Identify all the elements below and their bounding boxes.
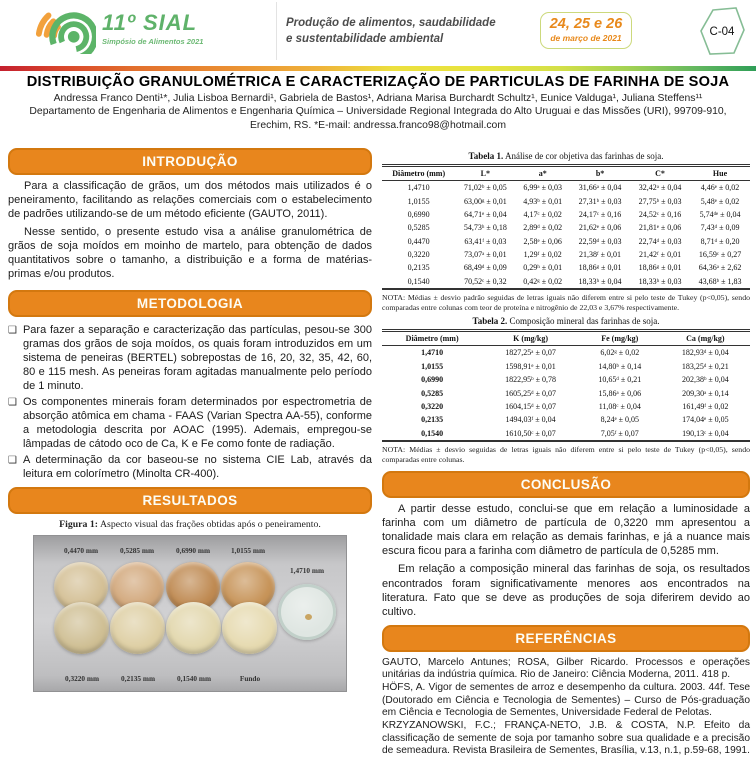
table-cell: 0,6990	[421, 375, 444, 385]
methodology-bullet	[8, 395, 372, 451]
table-cell: 71,02ᵇ ± 0,05	[463, 183, 507, 193]
table-cell: 0,42ᵍ ± 0,02	[523, 276, 563, 286]
table-cell: 21,42ᶠ ± 0,01	[639, 250, 682, 260]
petri-dish	[110, 602, 165, 654]
table-row	[382, 413, 750, 426]
table-row	[382, 373, 750, 386]
table-cell: 68,49ᵈ ± 0,09	[463, 263, 507, 273]
table-cell: 70,52ᶜ ± 0,32	[464, 276, 507, 286]
table-cell: 8,71ᵈ ± 0,20	[700, 236, 740, 246]
poster-code-hexagon	[698, 6, 746, 58]
section-header-introducao	[8, 148, 372, 175]
table-row	[382, 194, 750, 207]
section-header-conclusao	[382, 471, 750, 498]
dish-label: 0,5285 mm	[119, 546, 155, 556]
table-cell: 2,89ᵈ ± 0,02	[523, 223, 563, 233]
table-cell: 0,3220	[421, 401, 444, 411]
table-cell: 0,2135	[421, 415, 444, 425]
table-row	[382, 261, 750, 274]
dish-label: 1,4710 mm	[289, 566, 325, 576]
date-days: 24, 25 e 26	[549, 16, 623, 32]
table-cell: 0,4470	[407, 236, 430, 246]
table-cell: 64,71ᵉ ± 0,04	[464, 209, 507, 219]
table-cell: 21,81ᵉ ± 0,06	[638, 223, 682, 233]
table-cell: 14,80ᵇ ± 0,14	[598, 361, 642, 371]
bullet-text: A determinação da cor baseou-se no sistema CIE Lab, através da leitura em colorímetro (Minolta CR-400).	[22, 454, 372, 481]
petri-dish	[166, 602, 221, 654]
table-cell: 22,59ᵈ ± 0,03	[578, 236, 622, 246]
table-row	[382, 181, 750, 195]
table-cell: 1494,03ᶠ ± 0,04	[505, 415, 556, 425]
bullet-text: Para fazer a separação e caracterização das partículas, pesou-se 300 gramas dos grãos de soja moídos, os quais foram introduzidos em um sistema de peneiras (BERTEL) sobrepostas de 16, 20, 32, 35, 42, 60, 80 e 115 mesh. As peneiras foram agitadas manualmente pelo período de 1 minuto.	[22, 323, 372, 392]
table-cell: 18,86ᵍ ± 0,01	[638, 263, 682, 273]
table-cell: 0,3220	[407, 250, 430, 260]
authors-line: Andressa Franco Denti¹*, Julia Lisboa Bernardi¹, Gabriela de Bastos¹, Adriana Marisa Burchardt Schultz¹, Eunice Valduga¹, Juliana Steffens¹¹	[53, 93, 703, 104]
petri-dish	[222, 602, 277, 654]
table-cell: 5,48ᵉ ± 0,02	[700, 196, 740, 206]
table-cell: 209,30ᵃ ± 0,14	[682, 388, 729, 398]
figure1-photo	[34, 536, 346, 691]
table-cell: 1,4710	[421, 348, 444, 358]
section-heading-label: RESULTADOS	[142, 493, 238, 509]
table-cell: 0,5285	[421, 388, 444, 398]
table-cell: 4,93ᵇ ± 0,01	[523, 196, 563, 206]
table-cell: K (mg/kg)	[482, 331, 579, 346]
table-cell: 6,99ᵃ ± 0,03	[523, 183, 562, 193]
date-badge	[540, 12, 632, 49]
section-header-resultados	[8, 487, 372, 514]
table2-note: NOTA: Médias ± desvio seguidas de letras iguais não diferem entre si pelo teste de Tukey (p<0,05), sendo comparadas entre colunas.	[382, 444, 750, 464]
dish-label: 0,3220 mm	[64, 674, 100, 684]
rainbow-stripe	[0, 66, 756, 71]
introducao-paragraph-1: Para a classificação de grãos, um dos métodos mais utilizados é o peneiramento, facilitando as relações comerciais com o estabelecimento de padrões utilizando-se de um método eficiente (GAUTO, 2011).	[8, 180, 372, 221]
table-cell: 4,17ᶜ ± 0,02	[523, 209, 562, 219]
table-cell: 1,0155	[407, 196, 430, 206]
table-row	[382, 427, 750, 441]
dish-label: 0,4470 mm	[63, 546, 99, 556]
logo-subtitle: Simpósio de Alimentos 2021	[102, 37, 204, 46]
table1-header-row	[382, 166, 750, 181]
dish-label: 1,0155 mm	[230, 546, 266, 556]
table-row	[382, 275, 750, 289]
table2-caption-text: Composição mineral das farinhas de soja.	[509, 316, 660, 327]
table-cell: a*	[515, 166, 570, 181]
table1	[382, 164, 750, 290]
dish-label: Fundo	[239, 674, 261, 684]
table-cell: 183,25ᵈ ± 0,21	[681, 361, 729, 371]
figure1-caption	[8, 519, 372, 530]
table-row	[382, 360, 750, 373]
table-cell: 18,86ᵍ ± 0,01	[578, 263, 622, 273]
petri-dish-empty	[278, 584, 336, 640]
table1-caption	[382, 151, 750, 161]
table-cell: 6,02ᵍ ± 0,02	[600, 348, 640, 358]
table-cell: b*	[570, 166, 630, 181]
table-cell: 0,1540	[421, 428, 444, 438]
date-month-year: de março de 2021	[550, 33, 622, 44]
header-divider	[276, 2, 277, 60]
dish-label: 0,6990 mm	[175, 546, 211, 556]
table-row	[382, 235, 750, 248]
figure1-caption-text: Aspecto visual das frações obtidas após o peneiramento.	[99, 519, 321, 531]
sial-logo-icon	[34, 4, 96, 54]
table-cell: 31,66ᵃ ± 0,04	[578, 183, 622, 193]
table-row	[382, 208, 750, 221]
table-cell: 1610,50ᶜ ± 0,07	[505, 428, 556, 438]
poster-code: C-04	[709, 26, 735, 38]
table-cell: 54,73ʰ ± 0,18	[463, 223, 507, 233]
table-cell: 202,38ᵇ ± 0,04	[681, 375, 729, 385]
table-cell: 24,17ᶜ ± 0,16	[578, 209, 622, 219]
slogan-line-2: e sustentabilidade ambiental	[286, 32, 444, 45]
table-cell: 5,74ᵈᵉ ± 0,04	[699, 209, 741, 219]
table1-caption-label: Tabela 1.	[468, 151, 504, 161]
table-cell: 21,62ᵉ ± 0,06	[578, 223, 622, 233]
section-header-metodologia	[8, 290, 372, 317]
table-row	[382, 221, 750, 234]
poster-title: DISTRIBUIÇÃO GRANULOMÉTRICA E CARACTERIZAÇÃO DE PARTICULAS DE FARINHA DE SOJA	[26, 74, 730, 90]
table1-caption-text: Análise de cor objetiva das farinhas de soja.	[505, 151, 664, 161]
logo-title: 11º SIAL	[102, 10, 198, 35]
table-cell: 1604,15ᵈ ± 0,07	[505, 401, 556, 411]
checkbox-bullet-icon: ❑	[8, 396, 17, 408]
sial-logo	[34, 4, 203, 54]
table-cell: 27,75ᵇ ± 0,03	[638, 196, 682, 206]
metodologia-list	[8, 323, 372, 482]
table-cell: 8,24ᵉ ± 0,05	[600, 415, 640, 425]
checkbox-bullet-icon: ❑	[8, 455, 17, 467]
table-cell: 174,04ᵉ ± 0,05	[682, 415, 729, 425]
table-cell: Fe (mg/kg)	[579, 331, 661, 346]
methodology-bullet	[8, 453, 372, 481]
table-cell: 63,41ᶠ ± 0,03	[464, 236, 507, 246]
table-cell: 63,00ᵍ ± 0,01	[463, 196, 507, 206]
section-header-referencias	[382, 625, 750, 652]
affiliation-line: Departamento de Engenharia de Alimentos e Engenharia Química – Universidade Regional Integrada do Alto Uruguai e das Missões (URI), 99709-910, Erechim, RS. *E-mail: andressa.franco98@hotmail.com	[29, 106, 727, 131]
table2-header-row	[382, 331, 750, 346]
table-cell: Diâmetro (mm)	[382, 331, 482, 346]
table-cell: 15,86ᵃ ± 0,06	[598, 388, 642, 398]
table-cell: 1605,25ᵈ ± 0,07	[505, 388, 556, 398]
table-cell: L*	[455, 166, 515, 181]
left-column	[8, 148, 372, 756]
table-cell: 18,33ʰ ± 0,03	[638, 276, 682, 286]
event-slogan	[286, 16, 496, 47]
table-cell: 24,52ᶜ ± 0,16	[638, 209, 682, 219]
table-cell: 0,6990	[407, 209, 430, 219]
dish-label: 0,1540 mm	[176, 674, 212, 684]
table-cell: 22,74ᵈ ± 0,03	[638, 236, 682, 246]
checkbox-bullet-icon: ❑	[8, 324, 17, 336]
table2	[382, 329, 750, 442]
table-cell: 73,07ᵃ ± 0,01	[464, 250, 507, 260]
bullet-text: Os componentes minerais foram determinados por espectrometria de absorção atômica em chama - FAAS (Varian Spectra AA-55), conforme a metodologia descrita por AOAC (1995). Ademais, empregou-se lâmpadas de cátodo oco de Ca, K e Fe como fonte de radiação.	[22, 395, 372, 451]
table1-note: NOTA: Médias ± desvio padrão seguidas de letras iguais não diferem entre si pelo teste de Tukey (p<0,05), sendo comparadas entre colunas com teor de proteína e nitrogênio de 22,03 e 3,67% respectivamente.	[382, 293, 750, 313]
figure1-caption-label: Figura 1:	[59, 519, 99, 531]
table-cell: 7,43ᵈ ± 0,09	[700, 223, 740, 233]
table-cell: 27,31ᵇ ± 0,03	[578, 196, 622, 206]
sample-speck	[305, 614, 312, 620]
reference-item: KRZYZANOWSKI, F.C.; FRANÇA-NETO, J.B. & COSTA, N.P. Efeito da classificação de semente de soja por tamanho sobre sua qualidade e a precisão de semeadura. Revista Brasileira de Sementes, Brasília, v.13, n.1, p.59-68, 1991.	[382, 719, 750, 757]
logo-text	[102, 12, 203, 46]
table-cell: Diâmetro (mm)	[382, 166, 455, 181]
table-cell: 0,2135	[407, 263, 430, 273]
table-cell: Hue	[690, 166, 750, 181]
petri-dish	[54, 602, 109, 654]
introducao-paragraph-2: Nesse sentido, o presente estudo visa a análise granulométrica de grãos de soja moídos em moinho de martelo, para obtenção de dados quantitativos sobre o tamanho, a distribuição e a forma de matérias-primas e/ou produtos.	[8, 226, 372, 281]
table-cell: 161,49ᶠ ± 0,02	[682, 401, 729, 411]
table-cell: 32,42ᵃ ± 0,04	[638, 183, 682, 193]
right-column	[382, 148, 750, 756]
header	[0, 0, 756, 64]
table-cell: 1822,95ᵇ ± 0,78	[505, 375, 556, 385]
table-cell: Ca (mg/kg)	[661, 331, 750, 346]
dish-label: 0,2135 mm	[120, 674, 156, 684]
slogan-line-1: Produção de alimentos, saudabilidade	[286, 17, 496, 29]
reference-item: HÖFS, A. Vigor de sementes de arroz e desempenho da cultura. 2003. 44f. Tese (Doutorado em Ciência e Tecnologia de Sementes) – Curso de Pós-graduação em Ciência e Tecnologia de Sementes, Universidade Federal de Pelotas.	[382, 682, 750, 719]
table-cell: 11,08ᶜ ± 0,04	[598, 401, 641, 411]
table-cell: 7,05ᶠ ± 0,07	[600, 428, 639, 438]
table-cell: 190,13ᶜ ± 0,04	[682, 428, 729, 438]
table-cell: 2,58ᵉ ± 0,06	[523, 236, 562, 246]
reference-item: GAUTO, Marcelo Antunes; ROSA, Gilber Ricardo. Processos e operações unitárias da indústria química. Rio de Janeiro: Ciência Moderna, 2011. 418 p.	[382, 656, 750, 681]
section-heading-label: REFERÊNCIAS	[515, 630, 617, 646]
content-columns	[8, 148, 750, 756]
table-cell: 182,93ᵈ ± 0,04	[681, 348, 729, 358]
table-cell: 18,33ʰ ± 0,04	[578, 276, 622, 286]
table-cell: 43,68ᵇ ± 1,83	[698, 276, 742, 286]
table-cell: 1827,25ᵃ ± 0,07	[505, 348, 556, 358]
table-cell: 0,1540	[407, 276, 430, 286]
table2-caption-label: Tabela 2.	[472, 316, 508, 327]
table-cell: 4,46ᵉ ± 0,02	[700, 183, 740, 193]
table-row	[382, 386, 750, 399]
table-row	[382, 400, 750, 413]
table-cell: 0,29ʰ ± 0,01	[523, 263, 563, 273]
table-cell: 1,0155	[421, 361, 444, 371]
table-cell: 16,59ᶜ ± 0,27	[698, 250, 742, 260]
table-cell: 10,65ᵈ ± 0,21	[598, 375, 642, 385]
conclusao-paragraph-2: Em relação a composição mineral das farinhas de soja, os resultados encontrados foram significativamente menores aos encontrados na literatura. Fato que se deve as produções de soja diferirem devido ao cultivo.	[382, 563, 750, 618]
table-cell: 64,36ᵃ ± 2,62	[698, 263, 742, 273]
table-cell: 1,4710	[407, 183, 430, 193]
table2-caption	[382, 316, 750, 326]
title-block	[8, 74, 748, 132]
table-cell: 1598,91ᵉ ± 0,01	[505, 361, 556, 371]
section-heading-label: INTRODUÇÃO	[142, 154, 238, 169]
table-cell: C*	[630, 166, 690, 181]
table-cell: 21,38ᶠ ± 0,01	[579, 250, 622, 260]
table-cell: 0,5285	[407, 223, 430, 233]
references-list	[382, 657, 750, 758]
table-cell: 1,29ᶠ ± 0,02	[523, 250, 562, 260]
methodology-bullet	[8, 323, 372, 393]
conclusao-paragraph-1: A partir desse estudo, conclui-se que em relação a luminosidade a farinha com um diâmetro de partícula de 0,3220 mm apresentou a tonalidade mais clara em relação as demais farinhas, e já a nuance mais escura ficou para a farinha com diâmetro de partícula de 0,5285 mm.	[382, 503, 750, 558]
table-row	[382, 248, 750, 261]
section-heading-label: CONCLUSÃO	[520, 477, 612, 493]
table-row	[382, 346, 750, 360]
section-heading-label: METODOLOGIA	[136, 295, 244, 311]
